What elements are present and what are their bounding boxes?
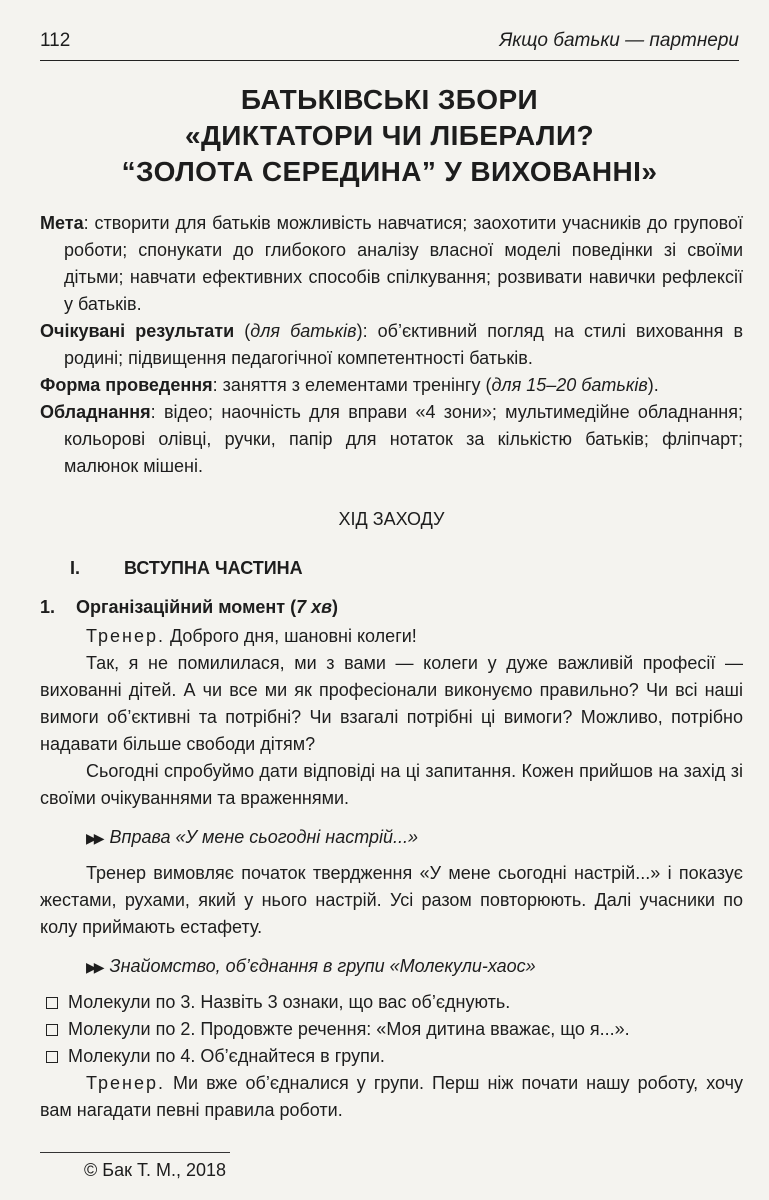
list-item-text: Молекули по 4. Об’єднайтеся в групи. — [68, 1046, 385, 1066]
section-number: I. — [70, 558, 81, 578]
page-header — [40, 28, 739, 61]
trainer-label: Тренер. — [86, 1073, 165, 1093]
form-label: Форма проведення — [40, 375, 213, 395]
equipment-text: : відео; наочність для вправи «4 зони»; мультимедійне обладнання; кольорові олівці, ручки, папір для нотаток за кількістю батьків; фліпчарт; малюнок мішені. — [64, 402, 743, 476]
document-title — [40, 82, 739, 190]
title-line-1: БАТЬКІВСЬКІ ЗБОРИ — [240, 84, 539, 115]
item-title: Організаційний момент ( — [76, 597, 297, 617]
list-item — [40, 989, 743, 1016]
footnote-divider — [40, 1152, 230, 1153]
running-title: Якщо батьки — партнери — [499, 30, 739, 51]
section-title: ВСТУПНА ЧАСТИНА — [124, 558, 303, 578]
title-line-3: “ЗОЛОТА СЕРЕДИНА” У ВИХОВАННІ» — [121, 156, 658, 187]
trainer-rules — [40, 1070, 743, 1124]
exercise-1-title: Вправа «У мене сьогодні настрій...» — [109, 827, 419, 847]
exercise-heading-1 — [86, 824, 743, 852]
equipment-paragraph — [40, 399, 743, 480]
goal-text: : створити для батьків можливість навчатися; заохотити учасників до групової роботи; спонукати до глибокого аналізу власної моделі поведінки зі своїми дітьми; навчати ефективних способів спілкування; розвивати навички рефлексії у батьків. — [64, 213, 743, 314]
page-number: 112 — [40, 30, 71, 51]
double-arrow-icon: ▶▶ — [86, 959, 102, 975]
exercise-2-title: Знайомство, об’єднання в групи «Молекули-хаос» — [109, 956, 536, 976]
goal-paragraph — [40, 210, 743, 318]
paragraph-3: Тренер вимовляє початок твердження «У мене сьогодні настрій...» і показує жестами, рухами, який у нього настрій. Усі разом повторюють. Далі учасники по колу приймають естафету. — [40, 863, 743, 937]
item-heading — [40, 594, 743, 621]
trainer-label: Тренер. — [86, 626, 165, 646]
list-item — [40, 1043, 743, 1070]
equipment-label: Обладнання — [40, 402, 151, 422]
course-heading: ХІД ЗАХОДУ — [338, 509, 445, 529]
results-paren: ( — [234, 321, 251, 341]
list-item-text: Молекули по 3. Назвіть 3 ознаки, що вас об’єднують. — [68, 992, 511, 1012]
results-paragraph — [40, 318, 743, 372]
square-bullet-icon — [46, 1051, 58, 1063]
footnote: © Бак Т. М., 2018 — [84, 1160, 227, 1180]
results-for: для батьків — [250, 321, 357, 341]
form-close: ). — [647, 375, 659, 395]
paragraph-1: Так, я не помилилася, ми з вами — колеги у дуже важливій професії — вихованні дітей. А чи все ми як професіонали виконуємо правильно? Чи всі наші вимоги об’єктивні та потрібні? Чи взагалі потрібні ці вимоги? Можливо, потрібно надавати більше свободи дітям? — [40, 653, 743, 754]
form-text: : заняття з елементами тренінгу ( — [212, 375, 492, 395]
section-heading — [70, 555, 743, 582]
item-number: 1. — [40, 597, 56, 617]
item-close: ) — [331, 597, 338, 617]
results-label: Очікувані результати — [40, 321, 235, 341]
trainer-greeting-text: Доброго дня, шановні колеги! — [164, 626, 417, 646]
form-paragraph — [40, 372, 743, 399]
trainer-greeting — [40, 623, 743, 650]
document-body — [40, 210, 743, 1124]
trainer-rules-text: Ми вже об’єдналися у групи. Перш ніж почати нашу роботу, хочу вам нагадати певні правила роботи. — [40, 1073, 743, 1120]
title-line-2: «ДИКТАТОРИ ЧИ ЛІБЕРАЛИ? — [184, 120, 595, 151]
double-arrow-icon: ▶▶ — [86, 830, 102, 846]
square-bullet-icon — [46, 997, 58, 1009]
exercise-heading-2 — [86, 953, 743, 981]
goal-label: Мета — [40, 213, 84, 233]
square-bullet-icon — [46, 1024, 58, 1036]
list-item — [40, 1016, 743, 1043]
list-item-text: Молекули по 2. Продовжте речення: «Моя дитина вважає, що я...». — [68, 1019, 630, 1039]
item-time: 7 хв — [296, 597, 332, 617]
results-text: ): об’єктивний погляд на стилі виховання в родині; підвищення педагогічної компетентності батьків. — [64, 321, 744, 368]
paragraph-2: Сьогодні спробуймо дати відповіді на ці запитання. Кожен прийшов на захід зі своїми очікуваннями та враженнями. — [40, 761, 743, 808]
form-italic: для 15–20 батьків — [491, 375, 648, 395]
